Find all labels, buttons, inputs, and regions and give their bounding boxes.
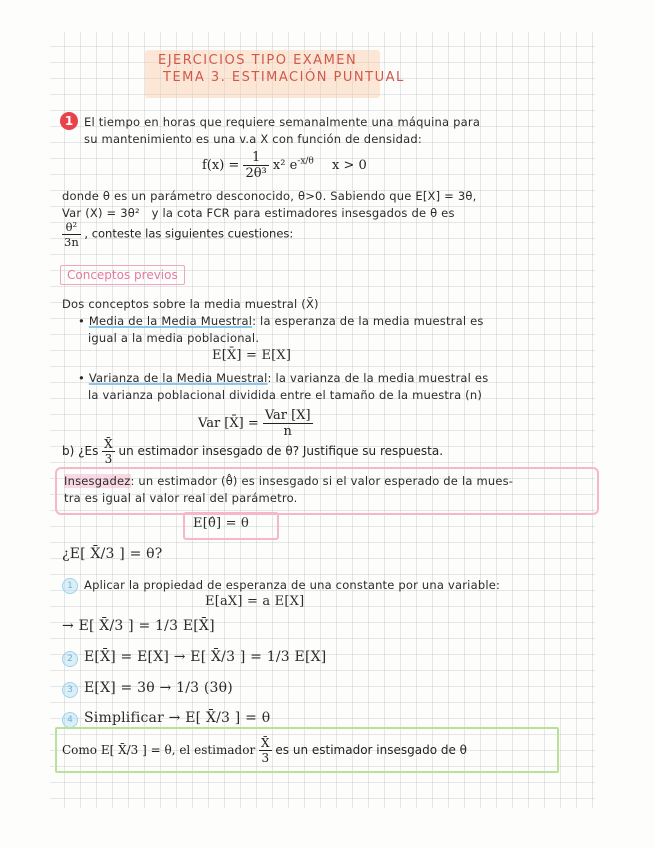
step-1-result: → E[ X̄/3 ] = 1/3 E[X̄] xyxy=(62,618,215,634)
density-lhs: f(x) = xyxy=(202,158,240,173)
step-4-text: Simplificar → E[ X̄/3 ] = θ xyxy=(84,710,271,726)
conclusion-denominator: 3 xyxy=(261,751,270,765)
unbiased-equation: E[θ̂] = θ xyxy=(193,516,250,531)
question-b-numerator: X̄ xyxy=(104,437,113,451)
problem-line-3: donde θ es un parámetro desconocido, θ>0. Sabiendo que E[X] = 3θ, xyxy=(62,189,477,203)
question-b-fraction xyxy=(102,437,115,466)
step-1-text: Aplicar la propiedad de esperanza de una constante por una variable: xyxy=(84,578,501,592)
variance-statement: Var (X) = 3θ² xyxy=(62,206,140,220)
cota-denominator: 3n xyxy=(64,235,79,249)
conclusion xyxy=(62,736,467,765)
concept-term-1: Media de la Media Muestral xyxy=(88,314,253,328)
question-b-denominator: 3 xyxy=(104,452,113,466)
problem-line-5: , conteste las siguientes cuestiones: xyxy=(84,226,294,241)
exercise-number-badge: 1 xyxy=(60,112,78,130)
variance-denominator: n xyxy=(283,424,292,439)
concept-item-2-line-2: la varianza poblacional dividida entre el tamaño de la muestra (n) xyxy=(88,388,483,402)
density-numerator: 1 xyxy=(243,150,268,166)
conclusion-fraction xyxy=(259,736,272,765)
step-number-badge: 4 xyxy=(62,712,78,728)
section-tag-conceptos: Conceptos previos xyxy=(60,265,185,285)
cota-line xyxy=(62,220,293,249)
density-fraction xyxy=(243,150,268,181)
page-margin xyxy=(0,0,50,848)
density-condition: x > 0 xyxy=(332,158,367,173)
concept-item-1 xyxy=(78,313,484,329)
bullet-icon: • xyxy=(78,371,89,385)
conclusion-text-b: es un estimador insesgado de θ xyxy=(275,743,468,757)
bullet-icon: • xyxy=(78,314,89,328)
problem-line-2: su mantenimiento es una v.a X con función de densidad: xyxy=(84,132,422,146)
variance-fraction xyxy=(263,408,313,439)
step-1-equation: E[aX] = a E[X] xyxy=(205,594,305,609)
concept-item-1-line-2: igual a la media poblacional. xyxy=(88,331,260,345)
conclusion-numerator: X̄ xyxy=(261,736,270,750)
density-function xyxy=(202,150,367,181)
step-number-badge: 1 xyxy=(62,578,78,594)
definition-line-2: tra es igual al valor real del parámetro. xyxy=(64,491,298,505)
page-margin xyxy=(0,0,655,32)
cota-numerator: θ² xyxy=(62,220,81,235)
variance-numerator: Var [X] xyxy=(264,408,311,423)
definition-line-1 xyxy=(64,473,513,489)
page-margin xyxy=(595,0,655,848)
step-number-badge: 3 xyxy=(62,682,78,698)
definition-term: Insesgadez xyxy=(64,474,131,488)
cota-statement: y la cota FCR para estimadores insesgados de θ es xyxy=(151,206,455,220)
density-body: x² e xyxy=(272,158,298,173)
question-b xyxy=(62,437,443,466)
concept-text-2: : la varianza de la media muestral es xyxy=(267,371,489,385)
concept-item-2 xyxy=(78,370,488,386)
solution-question: ¿E[ X̄/3 ] = θ? xyxy=(62,546,163,562)
conclusion-text-a: Como E[ X̄/3 ] = θ, el estimador xyxy=(62,743,256,757)
variance-lhs: Var [X̄] = xyxy=(198,416,259,431)
equation-variance-of-mean xyxy=(198,408,313,439)
definition-text-1: : un estimador (θ̂) es insesgado si el valor esperado de la mues- xyxy=(130,474,514,488)
cota-fraction xyxy=(62,220,81,249)
page-title: EJERCICIOS TIPO EXAMEN xyxy=(158,53,358,68)
concept-term-2: Varianza de la Media Muestral xyxy=(88,371,268,385)
page-subtitle: TEMA 3. ESTIMACIÓN PUNTUAL xyxy=(163,70,405,85)
question-b-suffix: un estimador insesgado de θ? Justifique su respuesta. xyxy=(118,444,444,458)
step-3-text: E[X] = 3θ → 1/3 (3θ) xyxy=(84,680,233,696)
step-2-text: E[X̄] = E[X] → E[ X̄/3 ] = 1/3 E[X] xyxy=(84,649,327,665)
density-denominator: 2θ³ xyxy=(245,166,267,181)
problem-line-1: El tiempo en horas que requiere semanalmente una máquina para xyxy=(84,115,481,129)
concepts-intro: Dos conceptos sobre la media muestral (X̄) xyxy=(62,297,319,311)
problem-line-4 xyxy=(62,205,455,221)
step-number-badge: 2 xyxy=(62,651,78,667)
question-b-prefix: b) ¿Es xyxy=(62,444,99,458)
concept-text-1: : la esperanza de la media muestral es xyxy=(252,314,484,328)
page-margin xyxy=(0,808,655,848)
density-exponent: -x/θ xyxy=(297,156,314,167)
equation-mean-of-mean: E[X̄] = E[X] xyxy=(212,348,292,363)
